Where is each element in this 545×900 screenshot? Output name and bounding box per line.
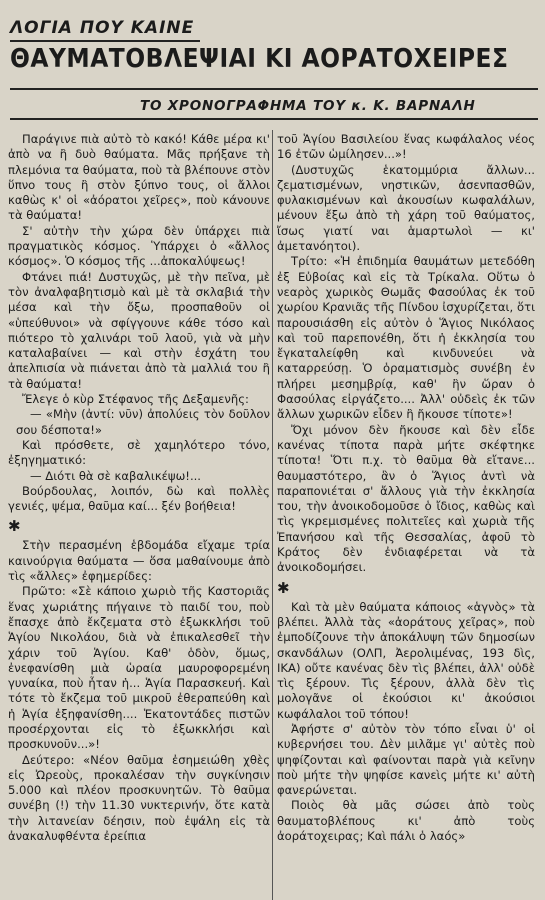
paragraph: Σ' αὐτὴν τὴν χώρα δὲν ὑπάρχει πιὰ πραγματικὸς κόσμος. Ὑπάρχει ὁ «ἄλλος κόσμος». Ὁ κόσμος τῆς ...ἀποκαλύψεως! bbox=[8, 223, 270, 269]
paragraph: Στὴν περασμένη ἑβδομάδα εἴχαμε τρία καινούργια θαύματα — ὅσα μαθαίνουμε ἀπὸ τὶς «ἄλλες» ἐφημερίδες: bbox=[8, 538, 270, 584]
paragraph: Πρῶτο: «Σὲ κάποιο χωριὸ τῆς Καστοριᾶς ἕνας χωριάτης πήγαινε τὸ παιδί του, ποὺ ἔπασχε ἀπὸ ἔκζεματα στὸ ἐξωκκλήσι τοῦ Ἁγίου Νικολάου, διὰ νὰ ἐπικαλεσθεῖ τὴν χάριν τοῦ Ἁγίου. Καθ' ὁδὸν, ὅμως, ἐνεφανίσθη μιὰ ὡραία μαυροφορεμένη γυναίκα, ποὺ ἦταν ἡ... Ἁγία Παρασκευή. Καὶ τότε τὸ ἔκζεμα τοῦ μικροῦ ἐθεραπεύθη καὶ ἡ Ἁγία ἐξηφανίσθη.... Ἑκατοντάδες πιστῶν προσέρχονται εἰς τὸ ἐξωκκλήσι καὶ προσκυνοῦν...»! bbox=[8, 584, 270, 752]
headline-rule-bottom bbox=[10, 118, 538, 120]
column-kicker: ΛΟΓΙΑ ΠΟΥ ΚΑΙΝΕ bbox=[10, 18, 200, 42]
column-divider bbox=[272, 130, 273, 900]
dialogue-line: — «Μὴν (ἀντί: νῦν) ἀπολύεις τὸν δοῦλον σου δέσποτα!» bbox=[16, 407, 270, 437]
paragraph: Φτάνει πιά! Δυστυχῶς, μὲ τὴν πεῖνα, μὲ τὸν ἀναλφαβητισμὸ καὶ μὲ τὰ σκλαβιά τὴν μέσα καὶ τὴν ὄξω, προσπαθοῦν οἱ «ὑπεύθυνοι» νὰ σφίγγουνε κάθε τόσο καὶ πιότερο τὸ χαλινάρι τοῦ λαοῦ, γιὰ νὰ μὴν καταλαβαίνει — καὶ στὴν ἐσχάτη του ἀπελπισία νὰ πιάνεται ἀπὸ τὰ μαλλιά του ἢ τὰ θαύματα! bbox=[8, 269, 270, 391]
paragraph: τοῦ Ἁγίου Βασιλείου ἕνας κωφάλαλος νέος 16 ἐτῶν ὡμίλησεν...»! bbox=[277, 132, 535, 162]
paragraph: Τρίτο: «Ἡ ἐπιδημία θαυμάτων μετεδόθη ἐξ Εὐβοίας καὶ εἰς τὰ Τρίκαλα. Οὕτω ὁ νεαρὸς χωρικὸς Θωμᾶς Φασούλας ἐκ τοῦ χωρίου Κρανιᾶς τῆς Πίνδου ἰσχυρίζεται, ὅτι παρουσιάσθη εἰς αὐτὸν ὁ Ἅγιος Νικόλαος καὶ τοῦ παρεπονέθη, ὅτι ἡ ἐκκλησία του ἔγκαταλείφθη καὶ κινδυνεύει νὰ καταρρεύσῃ. Ὁ ὁραματισμὸς συνέβη ἐν πλήρει μεσημβρίᾳ, καθ' ἣν ὥραν ὁ Φασούλας εἰργάζετο.... Ἀλλ' οὐδεὶς ἐκ τῶν ἄλλων χωρικῶν εἶδεν ἢ ἤκουσε τίποτε»! bbox=[277, 254, 535, 422]
byline: ΤΟ ΧΡΟΝΟΓΡΑΦΗΜΑ ΤΟΥ κ. Κ. ΒΑΡΝΑΛΗ bbox=[140, 98, 476, 114]
dialogue-line: — Διότι θὰ σὲ καβαλικέψω!... bbox=[30, 468, 201, 483]
section-separator-star: ✱ bbox=[277, 578, 290, 597]
paragraph: Ἀφήστε σ' αὐτὸν τὸν τόπο εἶναι ὑ' οἱ κυβερνήσει του. Δὲν μιλᾶμε γι' αὐτὲς ποὺ ψηφίζονται καὶ φαίνονται παρὰ γιὰ κεῖνην ποὺ μήτε τὴν ψηφίσε κανεὶς μήτε κι' αὐτὴ φανερώνεται. bbox=[277, 721, 535, 798]
paragraph: Βούρδουλας, λοιπόν, δὼ καὶ πολλὲς γενιές, ψέμα, θαῦμα καί... ξέν βοήθεια! bbox=[8, 483, 270, 514]
headline-rule-top bbox=[10, 88, 538, 90]
paragraph: Καὶ πρόσθετε, σὲ χαμηλότερο τόνο, ἐξηγηματικό: bbox=[8, 437, 270, 468]
section-separator-star: ✱ bbox=[8, 517, 21, 536]
paragraph: Δεύτερο: «Νέον θαῦμα ἐσημειώθη χθὲς εἰς Ὠρεοὺς, προκαλέσαν τὴν συγκίνησιν 5.000 καὶ πλέον προσκυνητῶν. Τὸ θαῦμα συνέβη (!) τὴν 11.30 νυκτερινήν, ὅτε κατὰ τὴν λιτανείαν δέησιν, ποὺ ἐψάλη εἰς τὰ ἀνακαλυφθέντα ἐρείπια bbox=[8, 752, 270, 844]
headline: ΘΑΥΜΑΤΟΒΛΕΨΙΑΙ ΚΙ ΑΟΡΑΤΟΧΕΙΡΕΣ bbox=[10, 44, 509, 74]
paragraph: (Δυστυχῶς ἑκατομμύρια ἄλλων... ζεματισμένων, νηστικῶν, ἀσενπασθῶν, φυλακισμένων καὶ ἀκουσίων κωφαλάλων, μένουν ἔξω ἀπὸ τὴ χάρη τοῦ θαύματος, ἴσως γιατί ναι ἁμαρτωλοὶ — κι' ἀμετανόητοι). bbox=[277, 162, 535, 254]
paragraph: Παράγινε πιὰ αὐτὸ τὸ κακό! Κάθε μέρα κι' ἀπὸ να ἢ δυὸ θαύματα. Μᾶς πρήξανε τὴ πλεμόνια τα θαύματα, ποὺ τὰ βλέπουνε στὸν ὕπνο τους ἢ στὸν ξύπνο τους, οἱ ἄλλοι καθὼς κ' οἱ «ἀόρατοι χεῖρες», ποὺ κάνουνε τὰ θαύματα! bbox=[8, 132, 270, 223]
paragraph: Ποιὸς θὰ μᾶς σώσει ἀπὸ τοὺς θαυματοβλέπους κι' ἀπὸ τοὺς ἀοράτοχειρας; Καὶ πάλι ὁ λαός» bbox=[277, 798, 535, 844]
left-column bbox=[8, 132, 270, 844]
right-column bbox=[277, 132, 535, 844]
paragraph: Ἔλεγε ὁ κὺρ Στέφανος τῆς Δεξαμενῆς: bbox=[22, 392, 249, 407]
paragraph: Ὄχι μόνον δὲν ἤκουσε καὶ δὲν εἶδε κανένας τίποτα παρὰ μήτε σκέφτηκε τίποτα! Ὅτι π.χ. τὸ θαῦμα θὰ εἴτανε... θαυμαστότερο, ἂν ὁ Ἅγιος ἀντὶ νὰ παραπονιέται σ' ἄλλους γιὰ τὴν ἐκκλησία του, τὴν ἀνοικοδομοῦσε ὁ ἴδιος, καθὼς καὶ τὶς γκρεμισμένες πολιτεῖες καὶ χωριὰ τῆς Ἐπανήσου καὶ τῆς Θεσσαλίας, ἀφοῦ τὸ Κράτος δὲν ἐνδιαφέρεται νὰ τὰ ἀνοικοδομήσει. bbox=[277, 422, 535, 575]
paragraph: Καὶ τὰ μὲν θαύματα κάποιος «ἁγνὸς» τὰ βλέπει. Ἀλλὰ τὰς «ἀοράτους χεῖρας», ποὺ ἐμποδίζουνε τὴν ἀποκάλυψη τῶν δημοσίων σκανδάλων (ΟΛΠ, Ἀερολιμένας, 193 δὶς, ΙΚΑ) οὔτε κανένας δὲν τὶς βλέπει, ἀλλ' οὐδὲ τὶς ξέρουν. Τὶς ξέρουν, ἀλλὰ δὲν τὶς μολογᾶνε οἱ ἑκούσιοι κι' ἀκούσιοι κωφάλαλοι τοῦ τόπου! bbox=[277, 599, 535, 721]
